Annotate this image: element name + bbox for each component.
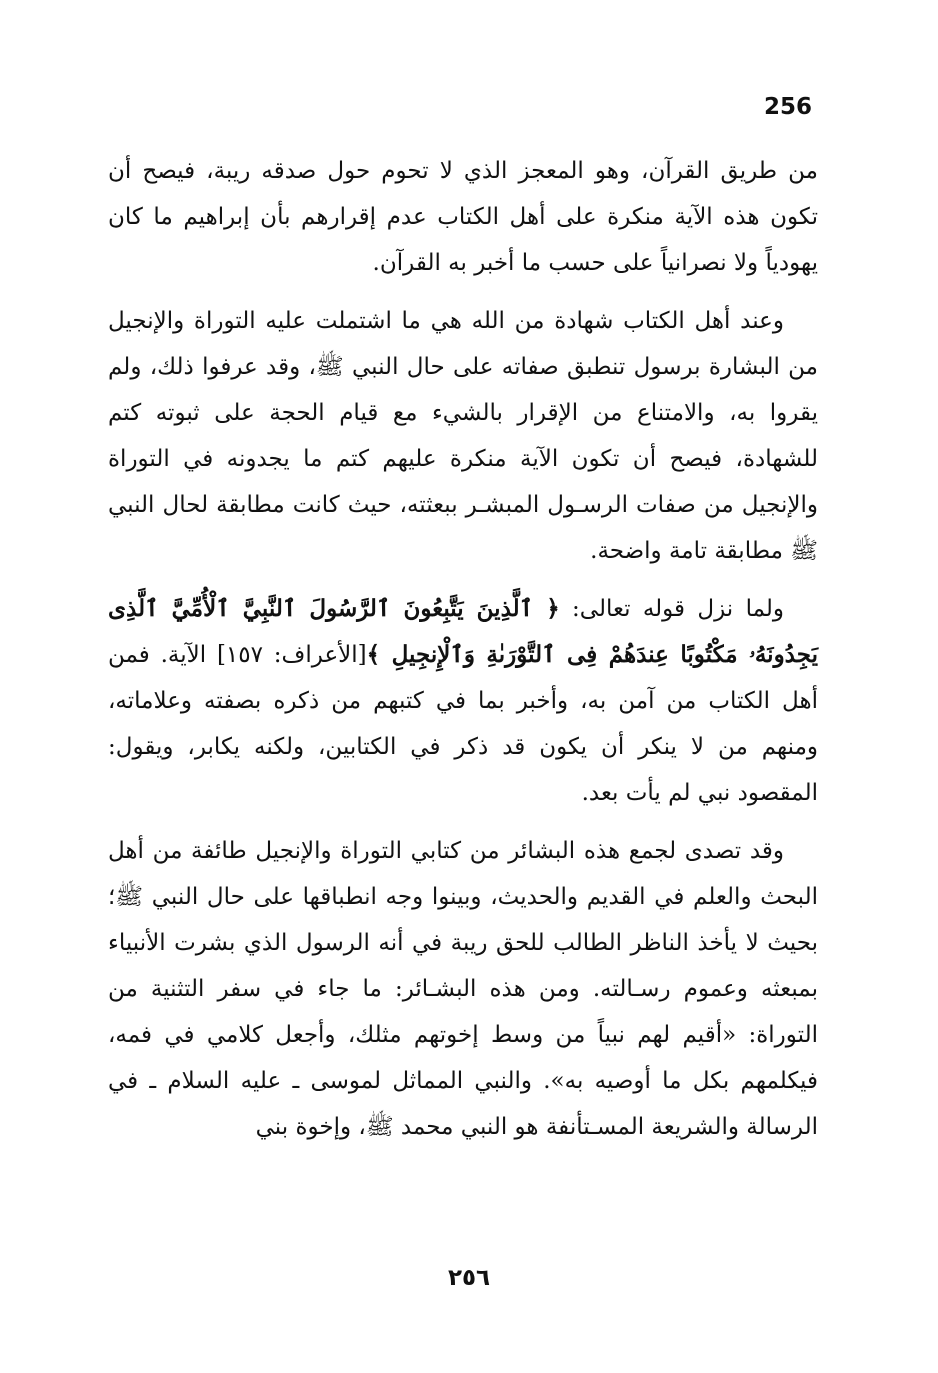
page-number-top: 256 bbox=[763, 94, 812, 120]
paragraph-4: وقد تصدى لجمع هذه البشائر من كتابي التوراة والإنجيل طائفة من أهل البحث والعلم في القديم والحديث، وبينوا وجه انطباقها على حال النبي ﷺ؛ بحيث لا يأخذ الناظر الطالب للحق ريبة في أنه الرسول الذي بشرت الأنبياء بمبعثه وعموم رسـالته. ومن هذه البشـائر: ما جاء في سفر التثنية من التوراة: «أقيم لهم نبياً من وسط إخوتهم مثلك، وأجعل كلامي في فمه، فيكلمهم بكل ما أوصيه به». والنبي المماثل لموسى ـ عليه السلام ـ في الرسالة والشريعة المسـتأنفة هو النبي محمد ﷺ، وإخوة بني bbox=[108, 838, 818, 1140]
page-number-bottom: ٢٥٦ bbox=[447, 1265, 491, 1291]
body-text bbox=[108, 148, 818, 1150]
verse-reference: [الأعراف: ١٥٧] bbox=[216, 642, 367, 668]
paragraph-3 bbox=[108, 586, 818, 816]
paragraph-3-rest: الآية. فمن أهل الكتاب من آمن به، وأخبر بما في كتبهم من ذكره بصفته وعلاماته، ومنهم من لا ينكر أن يكون قد ذكر في الكتابين، ولكنه يكابر، ويقول: المقصود نبي لم يأت بعد. bbox=[108, 642, 818, 806]
paragraph-3-intro: ولما نزل قوله تعالى: bbox=[559, 596, 784, 622]
paragraph-2: وعند أهل الكتاب شهادة من الله هي ما اشتملت عليه التوراة والإنجيل من البشارة برسول تنطبق صفاته على حال النبي ﷺ، وقد عرفوا ذلك، ولم يقروا به، والامتناع من الإقرار بالشيء مع قيام الحجة على ثبوته كتم للشهادة، فيصح أن تكون الآية منكرة عليهم كتم ما يجدونه في التوراة والإنجيل من صفات الرسـول المبشـر ببعثته، حيث كانت مطابقة لحال النبي ﷺ مطابقة تامة واضحة. bbox=[108, 308, 818, 564]
paragraph-1: من طريق القرآن، وهو المعجز الذي لا تحوم حول صدقه ريبة، فيصح أن تكون هذه الآية منكرة على أهل الكتاب عدم إقرارهم بأن إبراهيم ما كان يهودياً ولا نصرانياً على حسب ما أخبر به القرآن. bbox=[108, 158, 818, 276]
quran-verse: ﴿ ٱلَّذِينَ يَتَّبِعُونَ ٱلرَّسُولَ ٱلنَّبِيَّ ٱلْأُمِّيَّ ٱلَّذِى يَجِدُونَهُۥ مَكْتُوبًا عِندَهُمْ فِى ٱلتَّوْرَىٰةِ وَٱلْإِنجِيلِ ﴾ bbox=[108, 595, 818, 668]
